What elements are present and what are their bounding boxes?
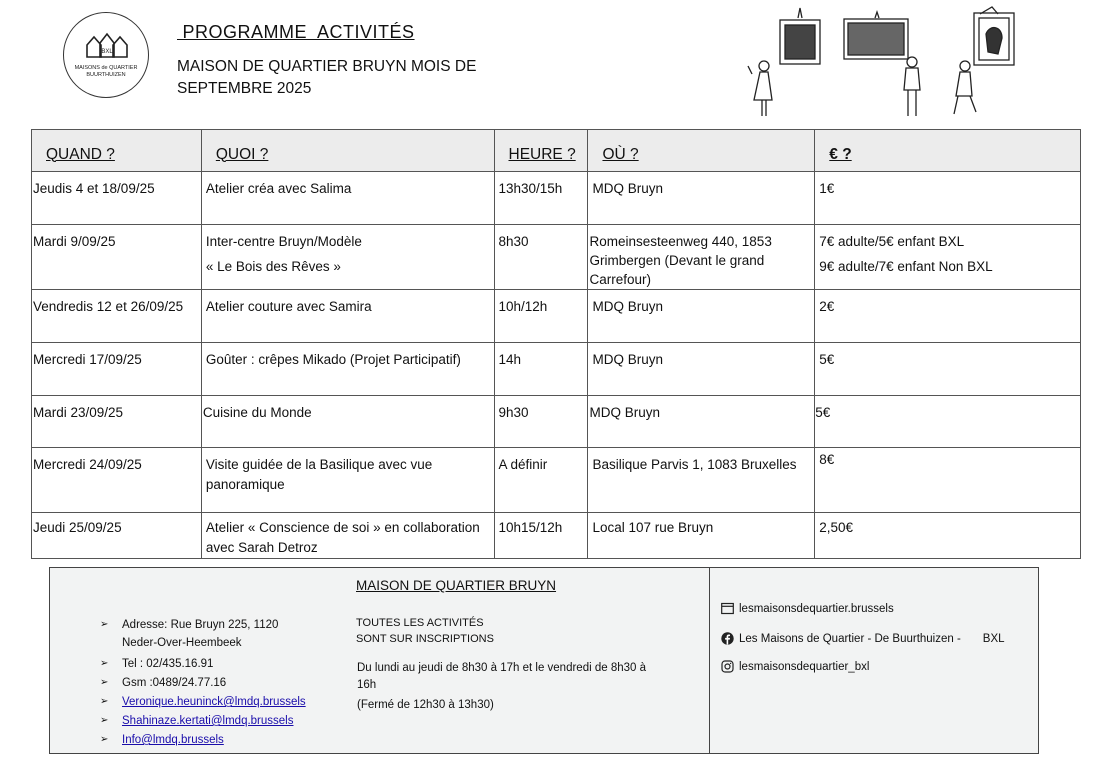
header-quoi: QUOI ? <box>201 130 494 172</box>
cell-quand: Mardi 23/09/25 <box>32 396 202 448</box>
contact-footer <box>49 567 1039 754</box>
cell-heure: A définir <box>494 448 588 513</box>
website-link[interactable]: lesmaisonsdequartier.brussels <box>739 602 894 615</box>
facebook-icon <box>721 632 734 645</box>
cell-prix: 2,50€ <box>815 513 1081 559</box>
cell-quand: Jeudis 4 et 18/09/25 <box>32 172 202 225</box>
inscriptions-note: TOUTES LES ACTIVITÉS SONT SUR INSCRIPTIONS <box>356 617 494 645</box>
cell-quand: Mercredi 17/09/25 <box>32 343 202 396</box>
logo-label: BXL <box>101 49 113 55</box>
cell-quand: Jeudi 25/09/25 <box>32 513 202 559</box>
opening-hours: Du lundi au jeudi de 8h30 à 17h et le vendredi de 8h30 à 16h <box>357 662 647 691</box>
logo-name: MAISONS de QUARTIER BUURTHUIZEN <box>74 65 138 78</box>
social-instagram <box>721 660 869 673</box>
cell-prix: 5€ <box>815 343 1081 396</box>
cell-quoi: Cuisine du Monde <box>201 396 494 448</box>
contact-tel: ➢ Tel : 02/435.16.91 <box>100 655 306 673</box>
contact-list <box>100 616 306 750</box>
header-heure: HEURE ? <box>494 130 588 172</box>
header-quand: QUAND ? <box>32 130 202 172</box>
instagram-icon <box>721 660 734 673</box>
cell-quoi: Atelier créa avec Salima <box>201 172 494 225</box>
email-link-info[interactable]: Info@lmdq.brussels <box>122 734 224 746</box>
table-header-row <box>32 130 1081 172</box>
cell-heure: 13h30/15h <box>494 172 588 225</box>
gallery-illustration <box>740 4 1030 122</box>
cell-heure: 9h30 <box>494 396 588 448</box>
closed-hours: (Fermé de 12h30 à 13h30) <box>357 699 494 711</box>
cell-heure: 10h/12h <box>494 290 588 343</box>
page-subtitle: MAISON DE QUARTIER BRUYN MOIS DE SEPTEMBRE 2025 <box>177 58 477 97</box>
programme-table <box>31 129 1081 559</box>
cell-quoi: Atelier « Conscience de soi » en collaboration avec Sarah Detroz <box>201 513 494 559</box>
arrow-bullet-icon: ➢ <box>100 715 109 726</box>
houses-logo-icon <box>86 31 128 61</box>
cell-quand: Vendredis 12 et 26/09/25 <box>32 290 202 343</box>
arrow-bullet-icon: ➢ <box>100 677 109 688</box>
arrow-bullet-icon: ➢ <box>100 734 109 745</box>
cell-heure: 14h <box>494 343 588 396</box>
instagram-link[interactable]: lesmaisonsdequartier_bxl <box>739 660 870 673</box>
table-row <box>32 225 1081 290</box>
social-facebook <box>721 632 1005 645</box>
arrow-bullet-icon: ➢ <box>100 658 109 669</box>
cell-ou: Romeinsesteenweg 440, 1853 Grimbergen (Devant le grand Carrefour) <box>588 225 815 290</box>
email-link-veronique[interactable]: Veronique.heuninck@lmdq.brussels <box>122 696 306 708</box>
website-icon <box>721 602 734 615</box>
cell-prix: 2€ <box>815 290 1081 343</box>
footer-divider <box>709 568 710 753</box>
page-title: PROGRAMME ACTIVITÉS <box>177 22 415 42</box>
cell-prix: 7€ adulte/5€ enfant BXL 9€ adulte/7€ enfant Non BXL <box>815 225 1081 290</box>
table-row <box>32 448 1081 513</box>
cell-prix: 5€ <box>815 396 1081 448</box>
cell-heure: 10h15/12h <box>494 513 588 559</box>
cell-ou: Basilique Parvis 1, 1083 Bruxelles <box>588 448 815 513</box>
cell-ou: MDQ Bruyn <box>588 172 815 225</box>
facebook-link[interactable]: Les Maisons de Quartier - De Buurthuizen - <box>739 632 961 645</box>
contact-gsm: ➢ Gsm :0489/24.77.16 <box>100 674 306 692</box>
cell-quand: Mardi 9/09/25 <box>32 225 202 290</box>
cell-quand: Mercredi 24/09/25 <box>32 448 202 513</box>
cell-prix: 1€ <box>815 172 1081 225</box>
table-row <box>32 172 1081 225</box>
cell-quoi: Atelier couture avec Samira <box>201 290 494 343</box>
footer-title: MAISON DE QUARTIER BRUYN <box>356 578 557 593</box>
cell-ou: MDQ Bruyn <box>588 343 815 396</box>
contact-address: ➢ Adresse: Rue Bruyn 225, 1120 Neder-Over-Heembeek <box>100 616 306 652</box>
arrow-bullet-icon: ➢ <box>100 619 109 630</box>
table-row <box>32 513 1081 559</box>
cell-quoi: Inter-centre Bruyn/Modèle « Le Bois des Rêves » <box>201 225 494 290</box>
header-prix: € ? <box>815 130 1081 172</box>
cell-ou: MDQ Bruyn <box>588 290 815 343</box>
contact-email-shahinaze <box>100 712 306 730</box>
cell-quoi: Visite guidée de la Basilique avec vue panoramique <box>201 448 494 513</box>
email-link-shahinaze[interactable]: Shahinaze.kertati@lmdq.brussels <box>122 715 294 727</box>
facebook-suffix: BXL <box>982 632 1005 645</box>
contact-email-info <box>100 731 306 749</box>
table-row <box>32 343 1081 396</box>
arrow-bullet-icon: ➢ <box>100 696 109 707</box>
cell-prix: 8€ <box>815 448 1081 513</box>
cell-ou: Local 107 rue Bruyn <box>588 513 815 559</box>
logo <box>63 12 149 98</box>
social-website <box>721 602 894 615</box>
table-row <box>32 290 1081 343</box>
header-ou: OÙ ? <box>588 130 815 172</box>
cell-heure: 8h30 <box>494 225 588 290</box>
contact-email-veronique <box>100 693 306 711</box>
cell-quoi: Goûter : crêpes Mikado (Projet Participatif) <box>201 343 494 396</box>
cell-ou: MDQ Bruyn <box>588 396 815 448</box>
table-row <box>32 396 1081 448</box>
